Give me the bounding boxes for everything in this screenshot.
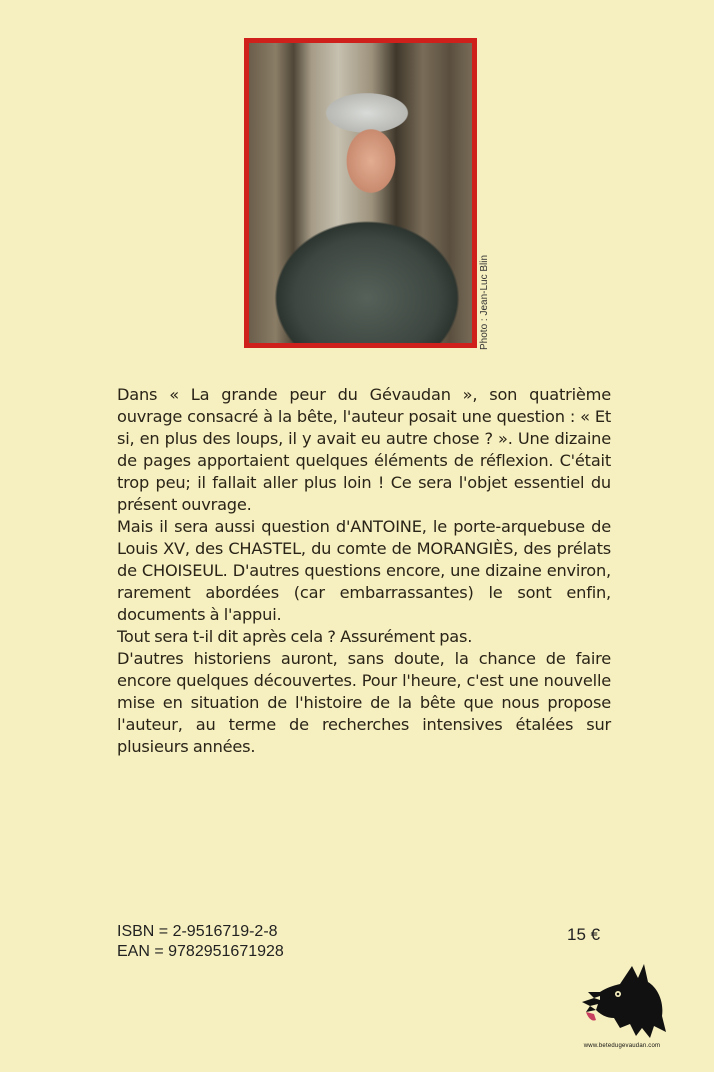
paragraph-2: Mais il sera aussi question d'ANTOINE, le porte-arquebuse de Louis XV, des CHASTEL, du comte de MORANGIÈS, des prélats de CHOISEUL. D'autres questions encore, une dizaine environ, rarement abordées (car embarrassantes) le sont enfin, documents à l'appui. xyxy=(117,517,611,624)
isbn-code: ISBN = 2-9516719-2-8 xyxy=(117,923,278,940)
paragraph-4: D'autres historiens auront, sans doute, la chance de faire encore quelques découvertes. Pour l'heure, c'est une nouvelle mise en situation de l'histoire de la bête que nous propose l'auteur, au terme de recherches intensives étalées sur plusieurs années. xyxy=(117,649,611,756)
website-url: www.betedugevaudan.com xyxy=(583,1043,661,1049)
author-photo-frame xyxy=(244,38,477,348)
paragraph-3: Tout sera t-il dit après cela ? Assurément pas. xyxy=(117,627,473,646)
author-photo xyxy=(249,43,472,343)
wolf-head-icon xyxy=(580,962,666,1040)
price: 15 € xyxy=(567,925,601,944)
back-cover-text xyxy=(117,384,611,758)
photo-credit: Photo : Jean-Luc Blin xyxy=(479,254,490,350)
book-codes xyxy=(117,922,284,962)
ean-code: EAN = 9782951671928 xyxy=(117,943,284,960)
paragraph-1: Dans « La grande peur du Gévaudan », son quatrième ouvrage consacré à la bête, l'auteur posait une question : « Et si, en plus des loups, il y avait eu autre chose ? ». Une dizaine de pages apportaient quelques éléments de réflexion. C'était trop peu; il fallait aller plus loin ! Ce sera l'objet essentiel du présent ouvrage. xyxy=(117,385,611,514)
